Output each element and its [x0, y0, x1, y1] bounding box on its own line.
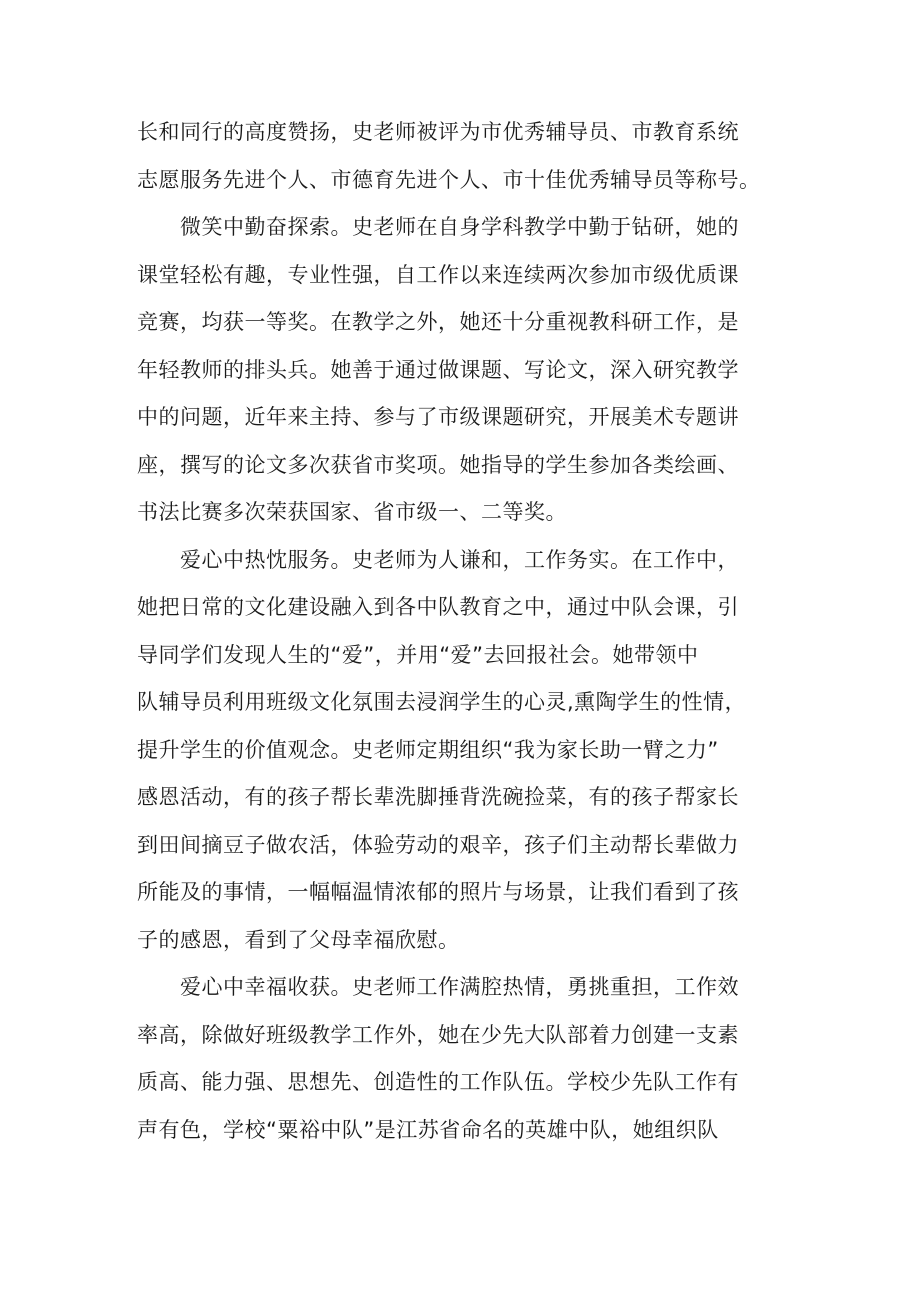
text-line: 长和同行的高度赞扬，史老师被评为市优秀辅导员、市教育系统	[137, 120, 739, 144]
text-line: 书法比赛多次荣获国家、省市级一、二等奖。	[137, 500, 567, 524]
text-line: 导同学们发现人生的“爱”，并用“爱”去回报社会。她带领中	[137, 642, 699, 667]
text-line: 志愿服务先进个人、市德育先进个人、市十佳优秀辅导员等称号。	[137, 167, 761, 192]
text-line: 质高、能力强、思想先、创造性的工作队伍。学校少先队工作有	[137, 1070, 739, 1094]
text-line: 竞赛，均获一等奖。在教学之外，她还十分重视教科研工作，是	[137, 310, 739, 334]
text-line: 微笑中勤奋探索。史老师在自身学科教学中勤于钻研，她的	[137, 215, 739, 239]
text-line: 她把日常的文化建设融入到各中队教育之中，通过中队会课，引	[137, 595, 739, 619]
text-line: 爱心中幸福收获。史老师工作满腔热情，勇挑重担，工作效	[137, 975, 739, 999]
text-line: 子的感恩，看到了父母幸福欣慰。	[137, 927, 460, 952]
text-line: 座，撰写的论文多次获省市奖项。她指导的学生参加各类绘画、	[137, 452, 739, 477]
text-line: 爱心中热忱服务。史老师为人谦和，工作务实。在工作中，	[137, 547, 739, 572]
text-line: 感恩活动，有的孩子帮长辈洗脚捶背洗碗捡菜，有的孩子帮家长	[137, 785, 739, 809]
text-line: 中的问题，近年来主持、参与了市级课题研究，开展美术专题讲	[137, 405, 739, 429]
text-line: 队辅导员利用班级文化氛围去浸润学生的心灵,熏陶学生的性情，	[137, 690, 747, 714]
text-line: 提升学生的价值观念。史老师定期组织“我为家长助一臂之力”	[137, 737, 719, 762]
text-line: 年轻教师的排头兵。她善于通过做课题、写论文，深入研究教学	[137, 357, 739, 382]
text-line: 课堂轻松有趣，专业性强，自工作以来连续两次参加市级优质课	[137, 262, 739, 287]
body-text	[137, 109, 787, 1154]
text-line: 到田间摘豆子做农活，体验劳动的艰辛，孩子们主动帮长辈做力	[137, 832, 739, 857]
text-line: 率高，除做好班级教学工作外，她在少先大队部着力创建一支素	[137, 1022, 739, 1047]
text-line: 声有色，学校“粟裕中队”是江苏省命名的英雄中队，她组织队	[137, 1117, 719, 1142]
text-line: 所能及的事情，一幅幅温情浓郁的照片与场景，让我们看到了孩	[137, 880, 739, 904]
